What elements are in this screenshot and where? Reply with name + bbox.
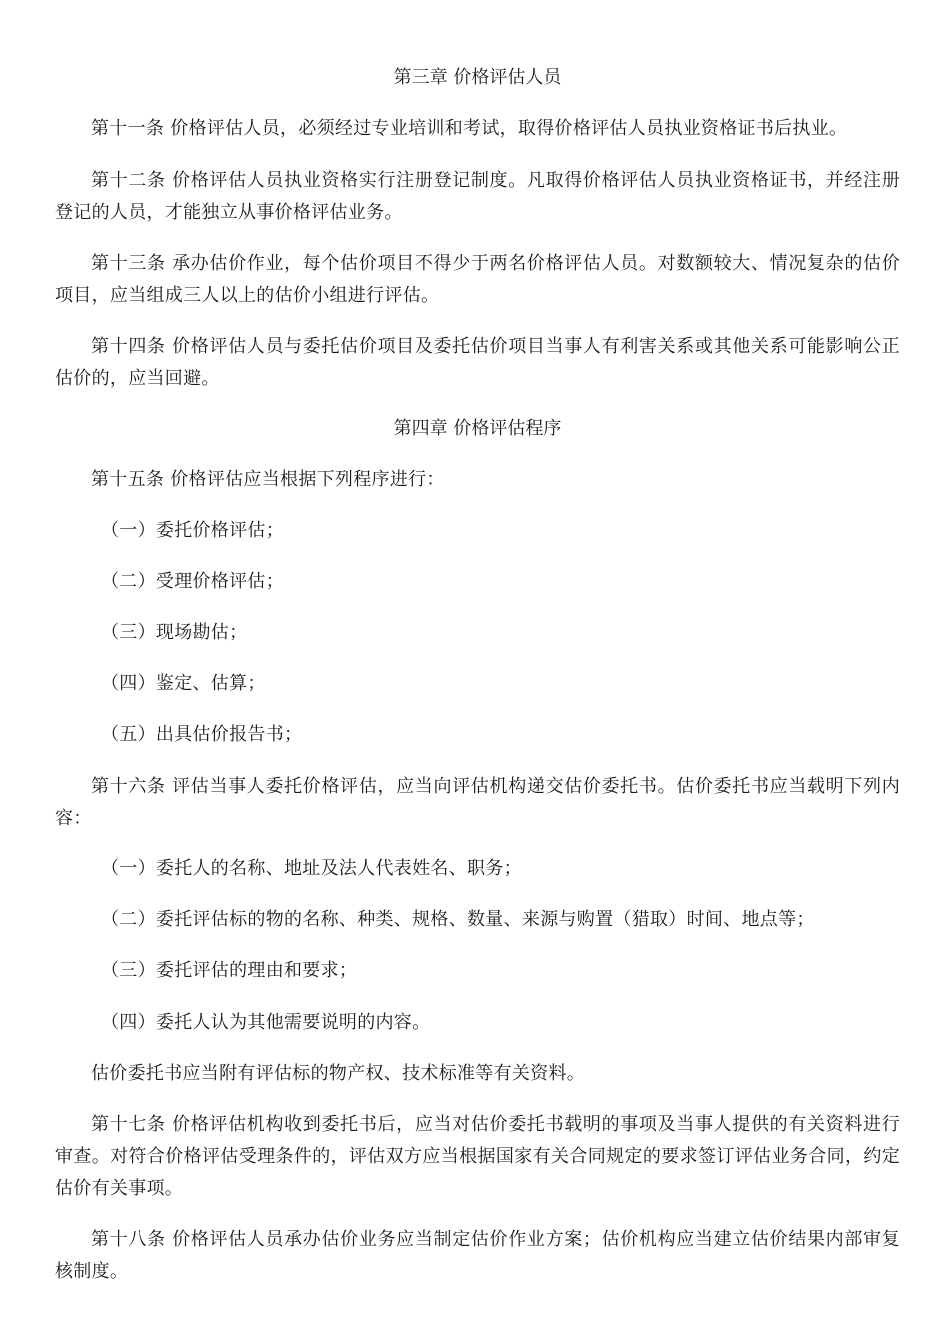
list-item: （二）委托评估标的物的名称、种类、规格、数量、来源与购置（猎取）时间、地点等； — [101, 909, 815, 930]
list-item: （一）委托人的名称、地址及法人代表姓名、职务； — [101, 858, 522, 879]
chapter-4-title: 第四章 价格评估程序 — [393, 418, 562, 439]
article-15: 第十五条 价格评估应当根据下列程序进行： — [91, 469, 445, 490]
article-16: 第十六条 评估当事人委托价格评估，应当向评估机构递交估价委托书。估价委托书应当载明下列内容： — [55, 776, 900, 829]
article-17: 第十七条 价格评估机构收到委托书后，应当对估价委托书载明的事项及当事人提供的有关资料进行审查。对符合价格评估受理条件的，评估双方应当根据国家有关合同规定的要求签订评估业务合同，约定估价有关事项。 — [55, 1114, 900, 1199]
list-item: （三）现场勘估； — [101, 622, 248, 643]
list-item: （三）委托评估的理由和要求； — [101, 960, 358, 981]
list-item: （四）委托人认为其他需要说明的内容。 — [101, 1012, 431, 1033]
chapter-3-title: 第三章 价格评估人员 — [393, 67, 562, 88]
article-12: 第十二条 价格评估人员执业资格实行注册登记制度。凡取得价格评估人员执业资格证书，并经注册登记的人员，才能独立从事价格评估业务。 — [55, 170, 900, 223]
list-item: （一）委托价格评估； — [101, 520, 284, 541]
article-18: 第十八条 价格评估人员承办估价业务应当制定估价作业方案；估价机构应当建立估价结果内部审复核制度。 — [55, 1229, 900, 1282]
list-item: （二）受理价格评估； — [101, 571, 284, 592]
list-item: （五）出具估价报告书； — [101, 724, 303, 745]
article-11: 第十一条 价格评估人员，必须经过专业培训和考试，取得价格评估人员执业资格证书后执业。 — [91, 118, 848, 139]
article-13: 第十三条 承办估价作业，每个估价项目不得少于两名价格评估人员。对数额较大、情况复杂的估价项目，应当组成三人以上的估价小组进行评估。 — [55, 253, 900, 306]
article-14: 第十四条 价格评估人员与委托估价项目及委托估价项目当事人有利害关系或其他关系可能影响公正估价的，应当回避。 — [55, 336, 900, 389]
article-16-note: 估价委托书应当附有评估标的物产权、技术标准等有关资料。 — [91, 1063, 586, 1084]
list-item: （四）鉴定、估算； — [101, 673, 266, 694]
